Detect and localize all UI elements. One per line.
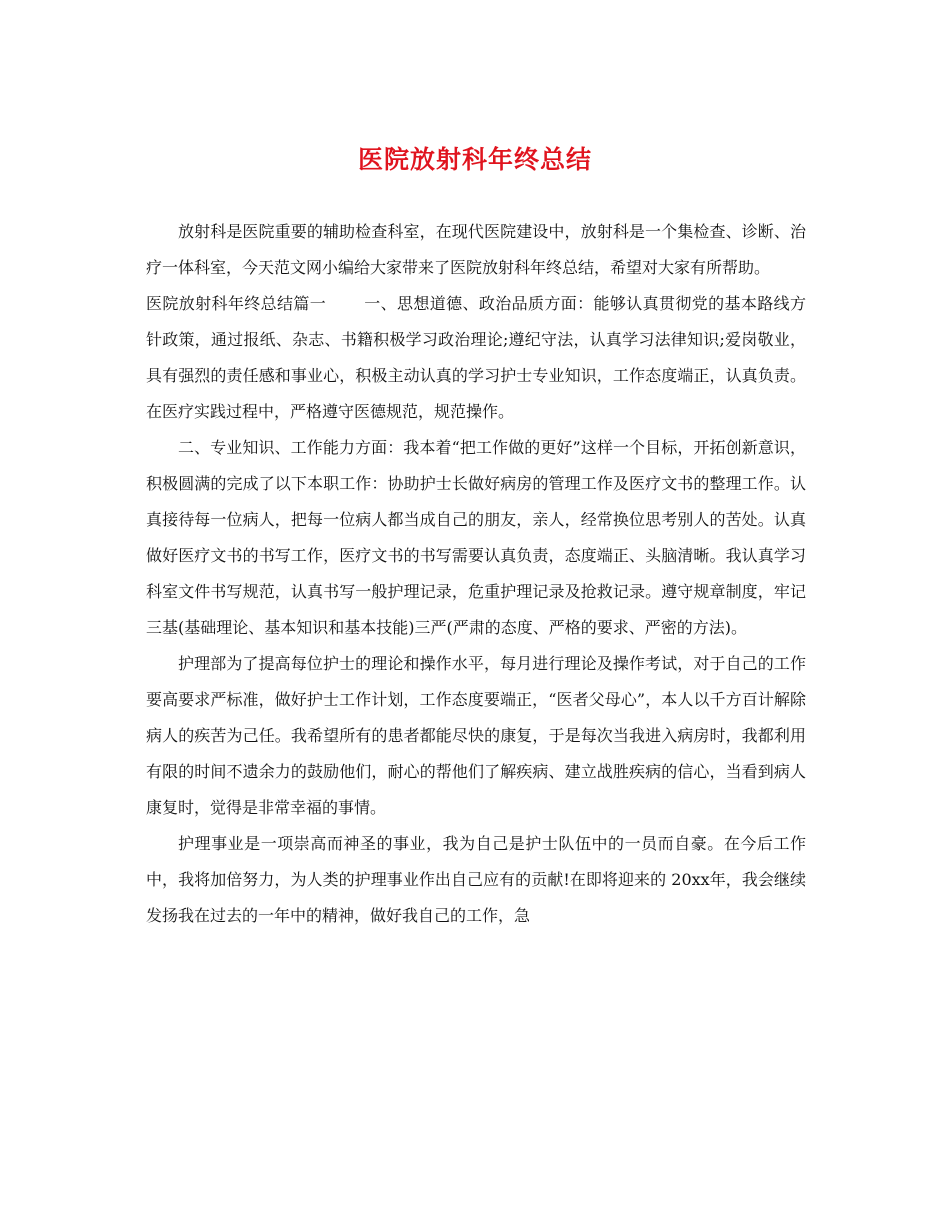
document-body: [146, 214, 806, 934]
paragraph-intro: 放射科是医院重要的辅助检查科室，在现代医院建设中，放射科是一个集检查、诊断、治疗一体科室，今天范文网小编给大家带来了医院放射科年终总结，希望对大家有所帮助。: [146, 222, 806, 277]
paragraph-section-one: 医院放射科年终总结篇一 一、思想道德、政治品质方面：能够认真贯彻党的基本路线方针政策，通过报纸、杂志、书籍积极学习政治理论;遵纪守法，认真学习法律知识;爱岗敬业，具有强烈的责任感和事业心，积极主动认真的学习护士专业知识，工作态度端正，认真负责。在医疗实践过程中，严格遵守医德规范，规范操作。: [146, 294, 806, 421]
paragraph-nursing-career: 护理事业是一项崇高而神圣的事业，我为自己是护士队伍中的一员而自豪。在今后工作中，我将加倍努力，为人类的护理事业作出自己应有的贡献!在即将迎来的 20xx年，我会继续发扬我在过去的一年中的精神，做好我自己的工作，急: [146, 834, 806, 925]
paragraph-nursing-department: 护理部为了提高每位护士的理论和操作水平，每月进行理论及操作考试，对于自己的工作要高要求严标准，做好护士工作计划，工作态度要端正，“医者父母心”，本人以千方百计解除病人的疾苦为己任。我希望所有的患者都能尽快的康复，于是每次当我进入病房时，我都利用有限的时间不遗余力的鼓励他们，耐心的帮他们了解疾病、建立战胜疾病的信心，当看到病人康复时，觉得是非常幸福的事情。: [146, 654, 806, 817]
paragraph-section-two: 二、专业知识、工作能力方面：我本着“把工作做的更好”这样一个目标，开拓创新意识，积极圆满的完成了以下本职工作：协助护士长做好病房的管理工作及医疗文书的整理工作。认真接待每一位病人，把每一位病人都当成自己的朋友，亲人，经常换位思考别人的苦处。认真做好医疗文书的书写工作，医疗文书的书写需要认真负责，态度端正、头脑清晰。我认真学习科室文件书写规范，认真书写一般护理记录，危重护理记录及抢救记录。遵守规章制度，牢记三基(基础理论、基本知识和基本技能)三严(严肃的态度、严格的要求、严密的方法)。: [146, 438, 806, 637]
document-title: 医院放射科年终总结: [357, 145, 592, 174]
